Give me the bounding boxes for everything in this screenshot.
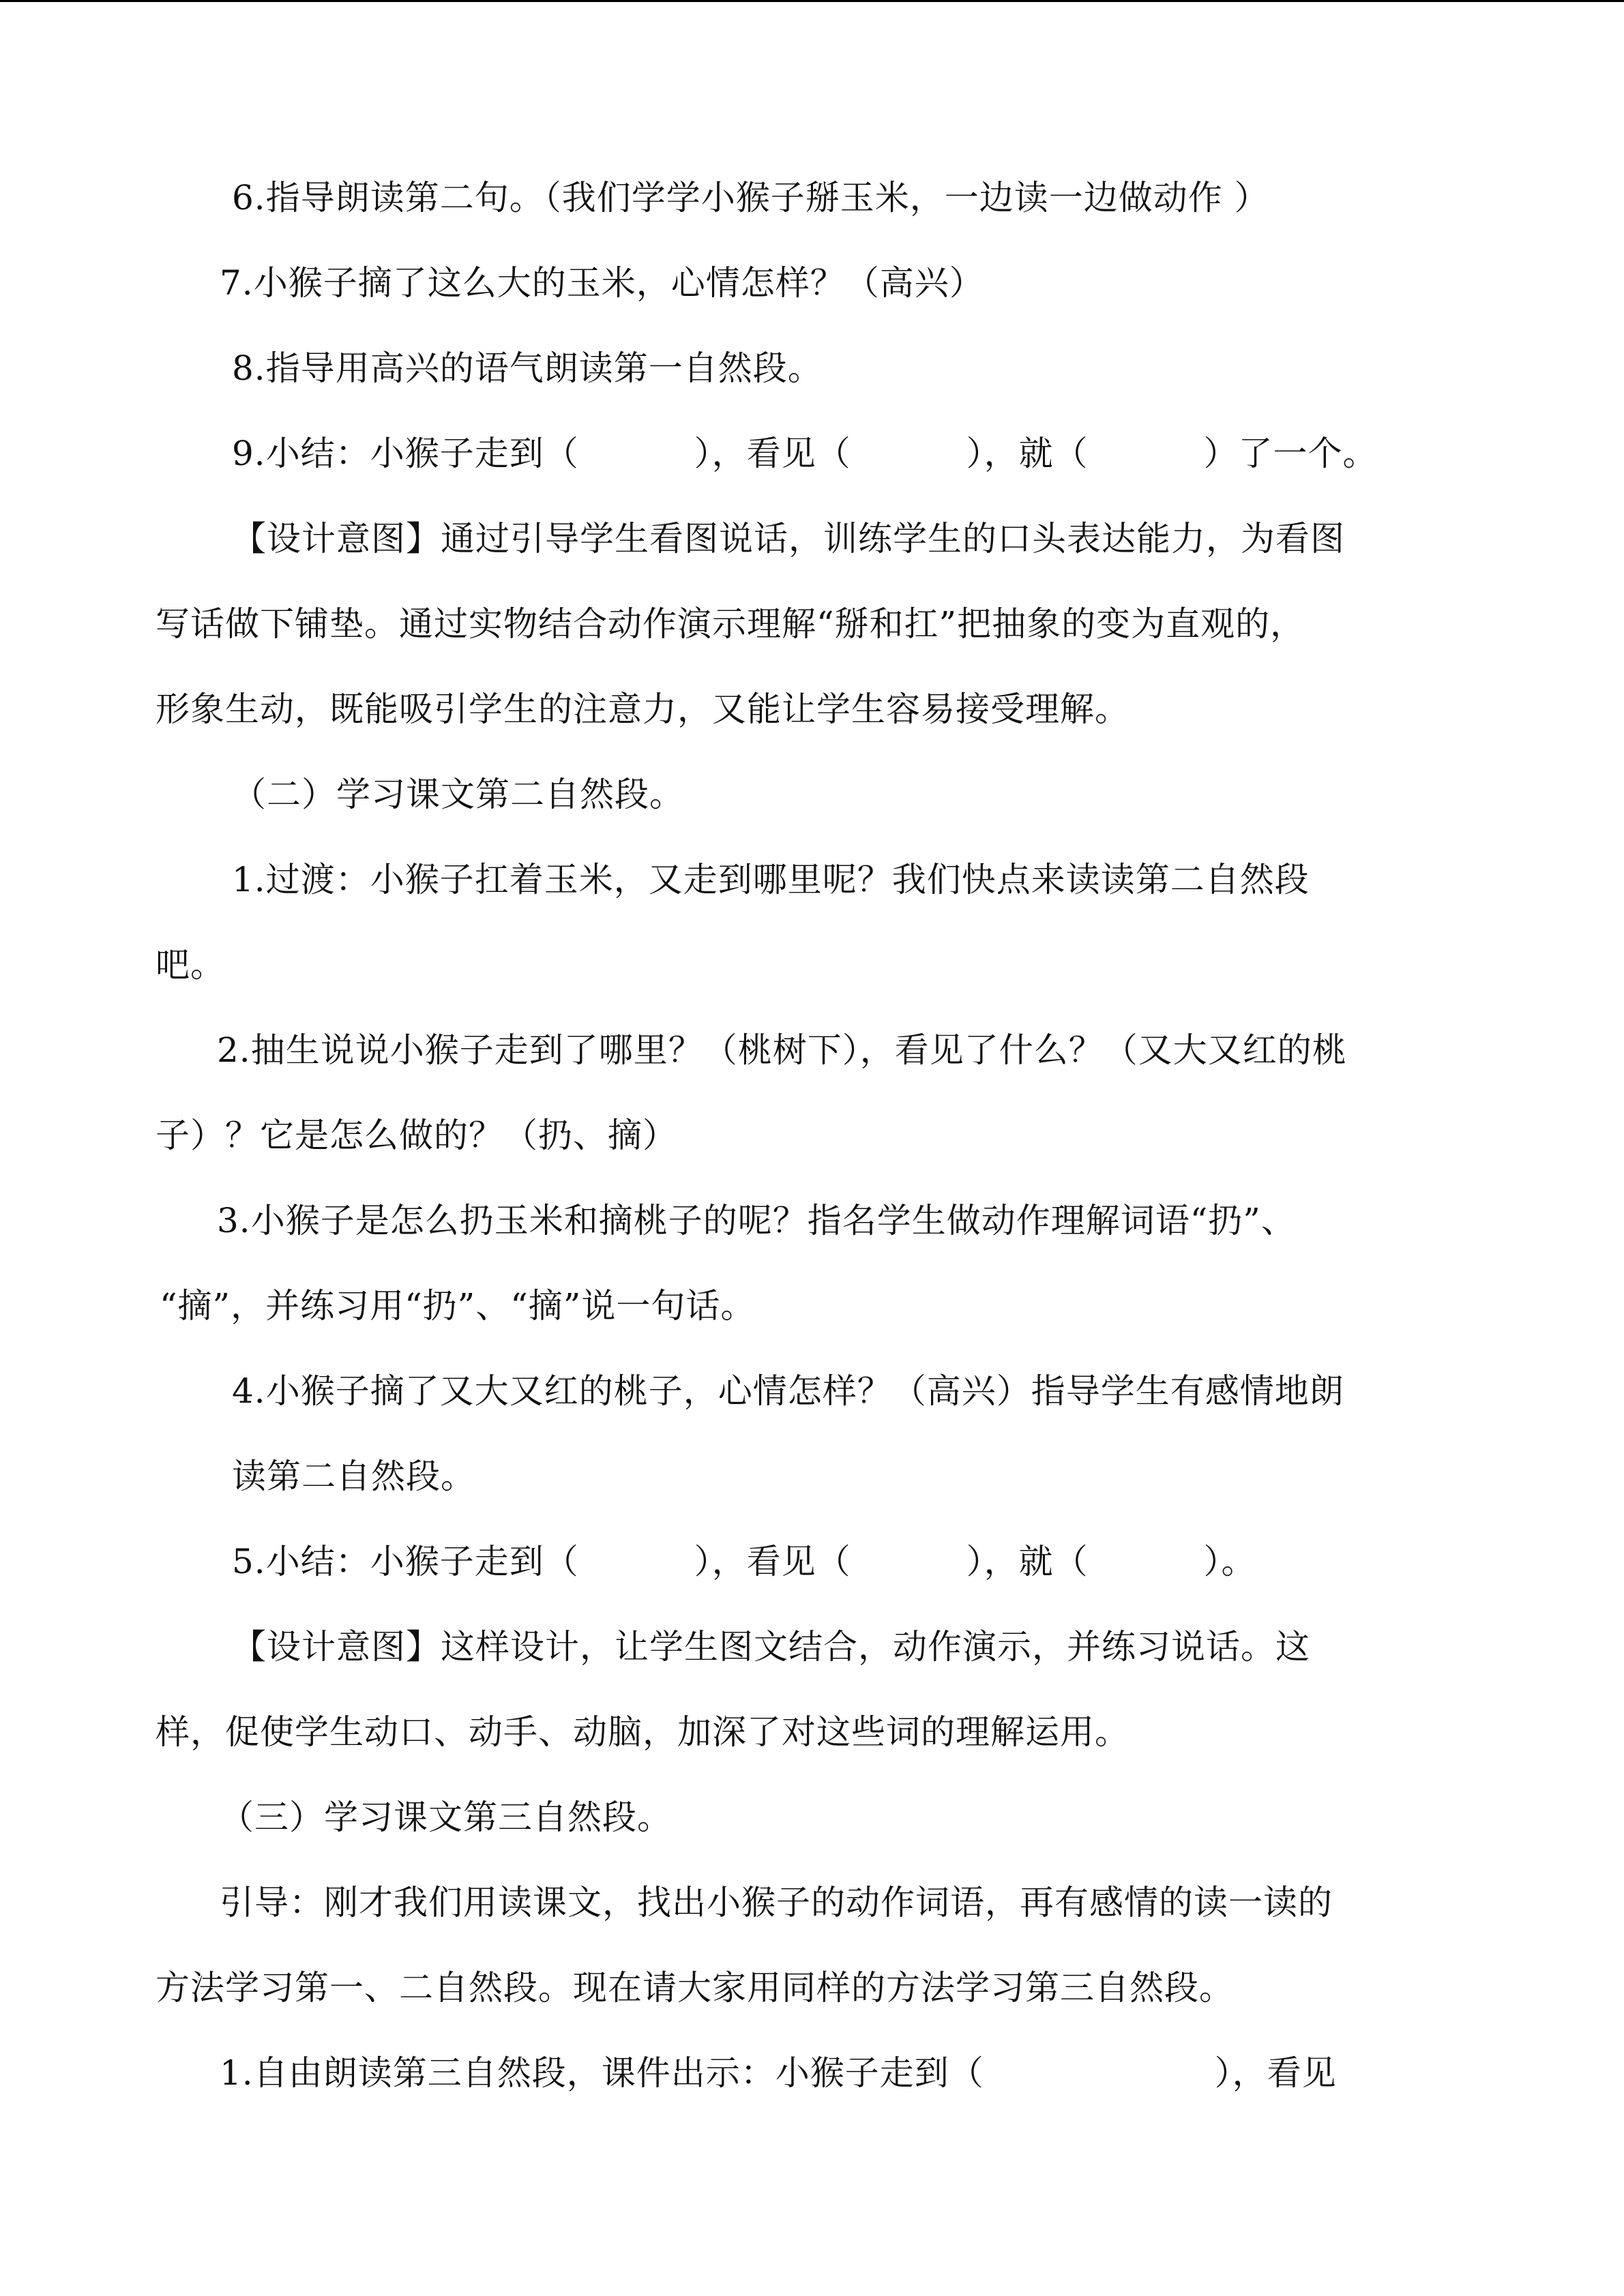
text-line: 8.指导用高兴的语气朗读第一自然段。 — [232, 348, 823, 388]
text-line: 1.过渡：小猴子扛着玉米，又走到哪里呢？我们快点来读读第二自然段 — [232, 860, 1310, 899]
section-heading: （二）学习课文第二自然段。 — [232, 775, 684, 814]
section-heading: （三）学习课文第三自然段。 — [220, 1798, 672, 1837]
text-line: 7.小猴子摘了这么大的玉米，心情怎样？（高兴） — [220, 263, 984, 303]
text-line: 读第二自然段。 — [232, 1457, 475, 1496]
text-line: 4.小猴子摘了又大又红的桃子，心情怎样？（高兴）指导学生有感情地朗 — [232, 1371, 1344, 1411]
text-line: 6.指导朗读第二句。（我们学学小猴子掰玉米，一边读一边做动作 ） — [232, 178, 1269, 218]
text-line: 写话做下铺垫。通过实物结合动作演示理解“掰和扛”把抽象的变为直观的， — [156, 604, 1305, 644]
text-line: 2.抽生说说小猴子走到了哪里？（桃树下），看见了什么？（又大又红的桃 — [217, 1030, 1347, 1070]
text-line: 5.小结：小猴子走到（ ），看见（ ），就（ ）。 — [232, 1542, 1256, 1581]
text-line: 样，促使学生动口、动手、动脑，加深了对这些词的理解运用。 — [156, 1712, 1130, 1752]
text-line: “摘”，并练习用“扔”、“摘”说一句话。 — [160, 1286, 756, 1326]
text-line: 吧。 — [156, 945, 225, 985]
text-line: 子）？它是怎么做的？（扔、摘） — [156, 1116, 677, 1155]
text-line: 3.小猴子是怎么扔玉米和摘桃子的呢？指名学生做动作理解词语“扔”、 — [217, 1201, 1296, 1240]
text-line: 形象生动，既能吸引学生的注意力，又能让学生容易接受理解。 — [156, 689, 1130, 729]
text-line: 方法学习第一、二自然段。现在请大家用同样的方法学习第三自然段。 — [156, 1968, 1234, 2008]
text-line: 1.自由朗读第三自然段，课件出示：小猴子走到（ ），看见 — [220, 2053, 1337, 2093]
text-line: 9.小结：小猴子走到（ ），看见（ ），就（ ）了一个。 — [232, 434, 1378, 473]
text-line: 引导：刚才我们用读课文，找出小猴子的动作词语，再有感情的读一读的 — [220, 1883, 1333, 1922]
text-line: 【设计意图】这样设计，让学生图文结合，动作演示，并练习说话。这 — [232, 1627, 1310, 1667]
text-line: 【设计意图】通过引导学生看图说话，训练学生的口头表达能力，为看图 — [232, 519, 1345, 558]
